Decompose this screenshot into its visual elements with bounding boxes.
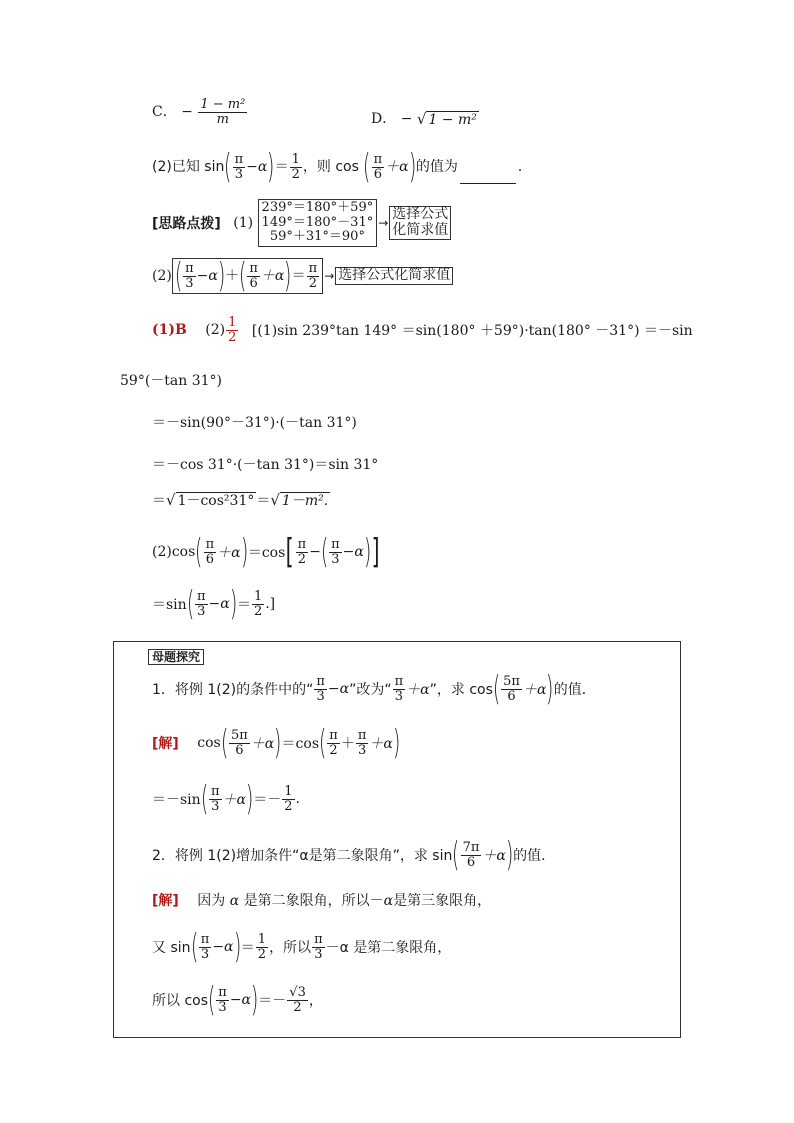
answer-line5-mid: ＝: [256, 493, 271, 509]
explore-s4-mid: ，所以: [269, 940, 312, 956]
answer-blank[interactable]: [460, 183, 516, 184]
explore-s4-vd: 2: [257, 946, 267, 962]
answer-sol-line-1: [(1)sin 239°tan 149° ＝sin(180° ＋59°)·tan(180° －31°) ＝－sin: [251, 323, 693, 340]
explore-s1-n3: π: [357, 727, 367, 743]
explore-s1-d3: 3: [357, 742, 367, 758]
q2-frac2-den: 6: [373, 166, 383, 182]
answer-line5-sqrt-1: √ 1－cos²31°: [166, 491, 255, 509]
explore-q1-t2: ＋α: [406, 682, 430, 698]
explore-s4-n2: π: [314, 931, 323, 947]
answer-line7-d: 3: [197, 603, 206, 619]
explore-s1-eq: ＝cos: [281, 736, 320, 752]
explore-q1: 1．将例 1(2)的条件中的“ $\frac{\pi}{3}$ −α”改为“ $\frac{\pi}{3}$ ＋α”，求 cos( $\frac{5\pi}{6}$ ＋α)的值．: [152, 669, 596, 709]
q2-after-frac2: ＋α: [385, 159, 409, 175]
hint-p2-c-num: π: [308, 260, 318, 276]
explore-s5-end: ，: [308, 993, 323, 1009]
hint-label: [思路点拨]: [152, 215, 221, 232]
explore-s5-vd: 2: [293, 999, 302, 1015]
hint-p2-a-tail: −α: [196, 268, 218, 284]
q2-value: [290, 153, 302, 181]
answer-2-prefix: (2): [205, 322, 226, 339]
explore-s3-text3: 是第三象限角，: [393, 893, 492, 909]
q2-prefix: (2)已知 sin: [152, 159, 225, 175]
hint-expression-box: ( $\frac{\pi}{3}$ −α)＋( $\frac{\pi}{6}$ ＋α)＝ $\frac{\pi}{2}$: [172, 258, 323, 294]
explore-q2-end: 的值．: [513, 848, 556, 864]
explore-tag: [148, 648, 204, 665]
explore-s1-d2: 2: [329, 742, 338, 758]
answer-line7-eq: ＝: [236, 597, 251, 613]
explore-q2-t: ＋α: [482, 848, 506, 864]
explore-s2-pre: ＝－sin: [152, 792, 201, 808]
q2-after-frac: −α: [246, 159, 268, 175]
hint-p2-b-num: π: [249, 260, 258, 276]
explore-s1-d1: 6: [235, 742, 244, 758]
hint-p2-c-den: 2: [308, 275, 318, 291]
explore-sol-label-2: [解]: [152, 893, 179, 909]
explore-s2-end: .: [295, 791, 300, 807]
hint-row-2: [152, 258, 453, 294]
hint-row-1: [152, 199, 451, 247]
explore-s4-tail: －α 是第二象限角，: [325, 940, 452, 956]
answer-line-5: [152, 490, 330, 510]
answer-line6-n2: π: [297, 536, 307, 552]
q2-end: ．: [517, 159, 532, 175]
explore-q1-d1: 3: [316, 688, 325, 704]
hint-result-line-1: 选择公式: [392, 206, 449, 223]
explore-s2-t: ＋α: [222, 792, 246, 808]
explore-q1-end: 的值．: [553, 682, 596, 698]
explore-s1-n2: π: [329, 727, 338, 743]
hint-p2-b-den: 6: [249, 275, 258, 291]
explore-s5-d: 3: [218, 999, 227, 1015]
q2-post: 的值为: [415, 159, 458, 175]
explore-s3: [152, 890, 491, 910]
choice-c-sign: −: [181, 104, 193, 121]
explore-s1: [解] cos( $\frac{5\pi}{6}$ ＋α)＝cos( $\frac{\pi}{2}$ ＋ $\frac{\pi}{3}$ ＋α): [152, 723, 401, 763]
hint-p2-b-tail: ＋α: [260, 268, 285, 284]
explore-q2-n: 7π: [462, 839, 480, 855]
choice-d-sign: −: [400, 111, 413, 127]
explore-sol-label-1: [解]: [152, 736, 179, 752]
choice-c-label: C．: [152, 104, 177, 121]
explore-s1-pre: cos: [197, 735, 221, 751]
explore-s2-n: π: [210, 783, 220, 799]
explore-s5-vn: √3: [289, 984, 306, 1000]
answer-2-den: 2: [228, 329, 237, 345]
answer-line6-d1: 6: [205, 551, 214, 567]
answer-line7-end: .]: [265, 596, 276, 612]
explore-s1-t3: ＋α: [369, 736, 393, 752]
explore-s2-d: 3: [211, 798, 220, 814]
answer-line5-sqrt-2: √ 1－m².: [270, 491, 329, 509]
q2-frac-num: π: [234, 151, 244, 167]
explore-tag-label: 母题探究: [148, 649, 204, 665]
answer-line6-minus: −: [309, 544, 321, 560]
explore-s1-n1: 5π: [230, 727, 248, 743]
hint-result-box: [389, 206, 451, 239]
hint-arrow-2-icon: →: [324, 269, 335, 283]
answer-2-num: 1: [228, 315, 237, 330]
choice-c: [152, 98, 248, 126]
hint-box-line-1: 239°＝180°＋59°: [261, 200, 374, 215]
hint-equation-box: [258, 199, 378, 247]
q2-eq: ＝: [274, 159, 289, 175]
explore-q1-d2: 3: [394, 688, 404, 704]
explore-s5: 所以 cos( $\frac{\pi}{3}$ −α)＝－ $\frac{√3}{2}$ ，: [152, 980, 323, 1020]
hint-part1: (1): [233, 214, 254, 231]
explore-s5-n: π: [218, 984, 227, 1000]
answer-2-value: [226, 316, 238, 344]
answer-line7-n: π: [196, 588, 206, 604]
explore-q1-d3: 6: [507, 688, 516, 704]
answer-line6-t1: ＋α: [217, 545, 241, 561]
answer-line5-rad1: 1－cos²31°: [177, 493, 255, 509]
explore-q1-mid: ”改为“: [349, 682, 392, 698]
answer-line-6: (2)cos( $\frac{\pi}{6}$ ＋α)＝cos[ $\frac{\pi}{2}$ −( $\frac{\pi}{3}$ −α)]: [152, 532, 380, 572]
answer-line6-t3: −α: [342, 544, 364, 560]
q2-frac2-num: π: [373, 151, 383, 167]
explore-s4-eq: ＝: [240, 940, 255, 956]
answer-line6-n1: π: [205, 536, 215, 552]
hint-box-line-2: 149°＝180°－31°: [261, 214, 374, 230]
hint-part2: (2): [152, 268, 172, 284]
explore-s4-d2: 3: [314, 946, 323, 962]
hint-p2-eq: ＝: [291, 268, 306, 284]
answer-line6-n3: π: [331, 536, 340, 552]
choice-d-label: D．: [371, 111, 397, 127]
question-2: (2)已知 sin( $\frac{\pi}{3}$ −α)＝ $\frac{1}{2}$ ，则 cos ( $\frac{\pi}{6}$ ＋α)的值为 ．: [152, 147, 532, 187]
answer-line-4: ＝－cos 31°·(－tan 31°)＝sin 31°: [152, 457, 379, 473]
answer-line5-rad2: 1－m².: [281, 493, 329, 509]
answer-line7-t: −α: [208, 596, 230, 612]
choice-d: [371, 108, 479, 128]
explore-q1-n3: 5π: [503, 673, 520, 689]
answer-line5-pre: ＝: [152, 493, 166, 509]
explore-s3-alpha: α: [229, 893, 240, 909]
answer-line6-d3: 3: [331, 551, 340, 567]
explore-s3-text1: 因为: [197, 893, 226, 909]
answer-line-7: ＝sin( $\frac{\pi}{3}$ −α)＝ $\frac{1}{2}$ .]: [152, 584, 276, 624]
explore-s2-eq: ＝－: [253, 792, 282, 808]
explore-s4-d: 3: [200, 946, 210, 962]
explore-s4-vn: 1: [257, 931, 267, 947]
answer-line-3: ＝－sin(90°－31°)·(－tan 31°): [152, 415, 357, 431]
choice-d-radicand: 1 − m²: [428, 112, 477, 128]
explore-s5-pre: 所以 cos: [152, 993, 209, 1009]
q2-value-num: 1: [291, 151, 300, 167]
explore-s1-plus: ＋: [340, 736, 355, 752]
explore-q1-n1: π: [316, 673, 325, 689]
choice-c-fraction: [198, 98, 247, 126]
answer-line6-d2: 2: [297, 551, 306, 567]
answer-line7-vd: 2: [253, 603, 263, 619]
answer-line7-vn: 1: [253, 588, 263, 604]
choice-d-sqrt: √ 1 − m²: [416, 110, 477, 128]
explore-q1-mid2: ”，求 cos: [429, 682, 493, 698]
q2-value-den: 2: [291, 166, 300, 182]
explore-q1-t1: −α: [327, 681, 350, 697]
explore-s4: 又 sin( $\frac{\pi}{3}$ −α)＝ $\frac{1}{2}$ ，所以 $\frac{\pi}{3}$ －α 是第二象限角，: [152, 927, 452, 967]
explore-q2: 2．将例 1(2)增加条件“α是第二象限角”，求 sin( $\frac{7\pi}{6}$ ＋α)的值．: [152, 835, 556, 875]
hint-p2-a-den: 3: [185, 275, 194, 291]
hint-result-line-2: 化简求值: [392, 221, 449, 238]
explore-s4-pre: 又 sin: [152, 940, 191, 956]
explore-q1-pre: 1．将例 1(2)的条件中的“: [152, 682, 314, 698]
explore-s3-text2: 是第二象限角，所以－: [243, 893, 384, 909]
hint-box-line-3: 59°＋31°＝90°: [269, 229, 365, 245]
explore-s2: ＝－sin( $\frac{\pi}{3}$ ＋α)＝－ $\frac{1}{2}$ .: [152, 779, 300, 819]
explore-s1-t1: ＋α: [250, 736, 275, 752]
answer-line-2: 59°(－tan 31°): [120, 373, 222, 389]
explore-q2-d: 6: [466, 854, 476, 870]
hint-result-box-2: 选择公式化简求值: [335, 267, 453, 285]
hint-p2-a-num: π: [185, 260, 194, 276]
explore-s4-t: −α: [212, 939, 234, 955]
q2-mid: ，则 cos: [302, 159, 359, 175]
q2-frac2: [372, 153, 385, 181]
explore-q2-pre: 2．将例 1(2)增加条件“α是第二象限角”，求 sin: [152, 848, 453, 864]
q2-frac-den: 3: [234, 166, 244, 182]
hint-p2-plus: ＋: [225, 268, 240, 284]
explore-s5-eq: ＝－: [258, 993, 287, 1009]
choice-c-numerator: 1 − m²: [200, 97, 246, 112]
explore-q1-n2: π: [394, 673, 404, 689]
explore-s3-alpha2: α: [383, 893, 394, 909]
explore-q1-t3: ＋α: [522, 682, 547, 698]
explore-s2-vd: 2: [284, 798, 293, 814]
explore-s4-n: π: [200, 931, 210, 947]
explore-s2-vn: 1: [284, 783, 293, 799]
answer-line-1: [152, 316, 693, 344]
explore-s5-t: −α: [229, 992, 252, 1008]
answer-line6-pre: (2)cos: [152, 544, 196, 560]
choice-c-denominator: m: [216, 111, 229, 127]
hint-arrow-icon: →: [378, 215, 389, 230]
q2-frac: [233, 153, 246, 181]
answer-line6-eq: ＝cos: [247, 545, 286, 561]
answer-line7-pre: ＝sin: [152, 597, 187, 613]
answer-1: (1)B: [152, 322, 187, 339]
